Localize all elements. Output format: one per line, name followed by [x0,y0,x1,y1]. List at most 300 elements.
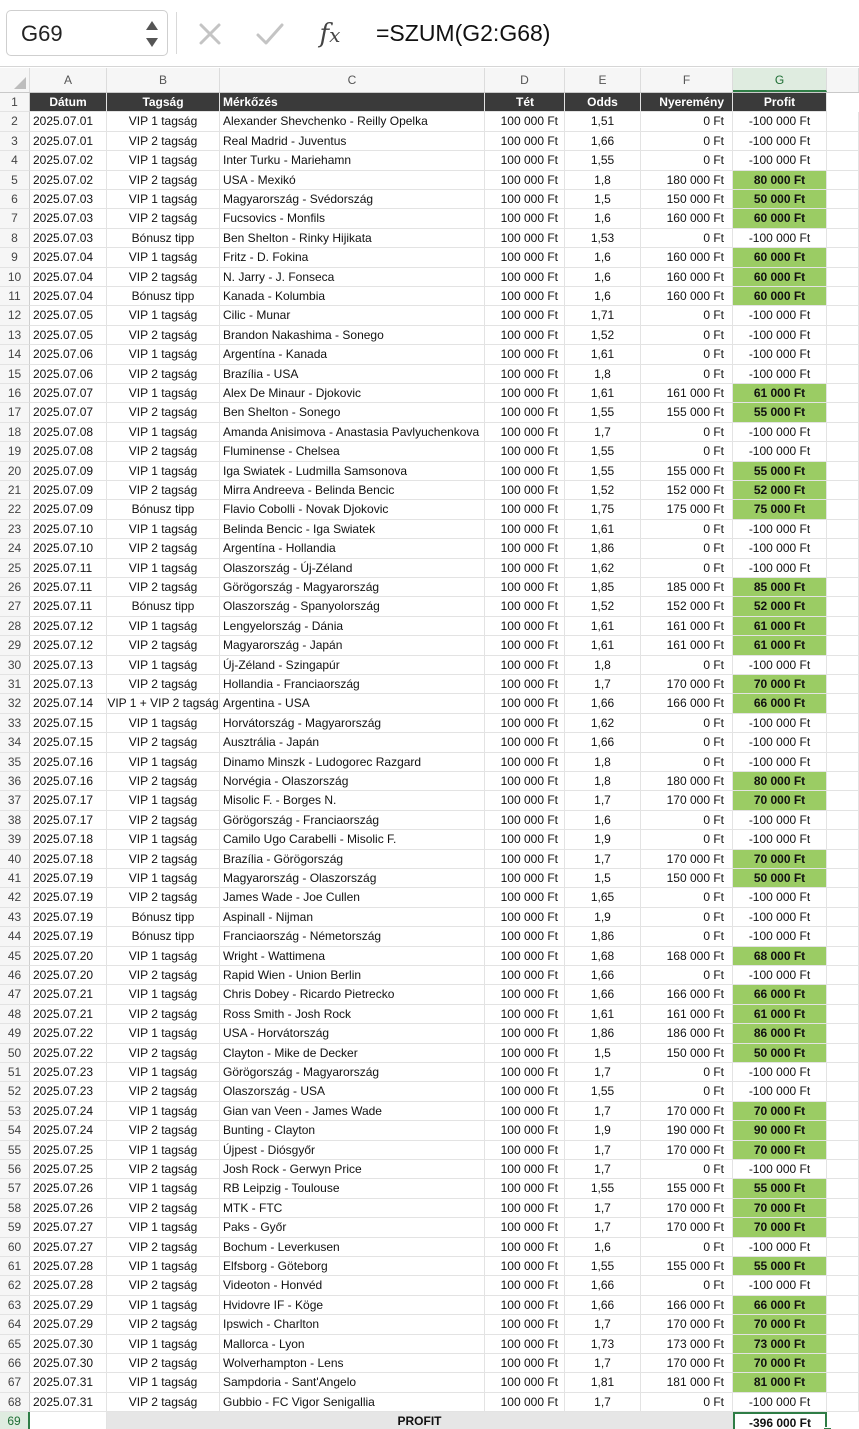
empty-cell[interactable] [827,1257,859,1276]
odds-cell[interactable]: 1,66 [565,733,641,752]
stake-cell[interactable]: 100 000 Ft [485,268,565,287]
date-cell[interactable]: 2025.07.10 [30,539,107,558]
odds-cell[interactable]: 1,6 [565,811,641,830]
stake-cell[interactable]: 100 000 Ft [485,1044,565,1063]
row-number[interactable]: 67 [0,1373,30,1392]
winnings-cell[interactable]: 155 000 Ft [641,462,733,481]
row-number[interactable]: 61 [0,1257,30,1276]
profit-cell[interactable]: 70 000 Ft [733,791,827,810]
stake-cell[interactable]: 100 000 Ft [485,190,565,209]
winnings-cell[interactable]: 0 Ft [641,1393,733,1412]
row-number[interactable]: 20 [0,462,30,481]
stake-cell[interactable]: 100 000 Ft [485,578,565,597]
winnings-cell[interactable]: 0 Ft [641,733,733,752]
winnings-cell[interactable]: 0 Ft [641,656,733,675]
empty-cell[interactable] [827,908,859,927]
match-cell[interactable]: Bochum - Leverkusen [220,1238,485,1257]
membership-cell[interactable]: Bónusz tipp [107,500,220,519]
odds-cell[interactable]: 1,7 [565,1199,641,1218]
odds-cell[interactable]: 1,55 [565,1082,641,1101]
empty-cell[interactable] [827,151,859,170]
date-cell[interactable]: 2025.07.09 [30,500,107,519]
row-number[interactable]: 36 [0,772,30,791]
row-number[interactable]: 62 [0,1276,30,1295]
odds-cell[interactable]: 1,61 [565,345,641,364]
date-cell[interactable]: 2025.07.23 [30,1063,107,1082]
date-cell[interactable]: 2025.07.03 [30,190,107,209]
profit-cell[interactable]: 55 000 Ft [733,403,827,422]
date-cell[interactable]: 2025.07.16 [30,753,107,772]
winnings-cell[interactable]: 185 000 Ft [641,578,733,597]
empty-cell[interactable] [827,481,859,500]
odds-cell[interactable]: 1,6 [565,1238,641,1257]
date-cell[interactable]: 2025.07.15 [30,733,107,752]
date-cell[interactable]: 2025.07.15 [30,714,107,733]
row-number[interactable]: 52 [0,1082,30,1101]
empty-cell[interactable] [827,403,859,422]
profit-cell[interactable]: 70 000 Ft [733,675,827,694]
empty-cell[interactable] [827,1044,859,1063]
row-number[interactable]: 50 [0,1044,30,1063]
profit-cell[interactable]: 70 000 Ft [733,1102,827,1121]
profit-cell[interactable]: 90 000 Ft [733,1121,827,1140]
stake-cell[interactable]: 100 000 Ft [485,1063,565,1082]
empty-cell[interactable] [827,636,859,655]
match-cell[interactable]: Rapid Wien - Union Berlin [220,966,485,985]
empty-cell[interactable] [827,112,859,131]
winnings-cell[interactable]: 160 000 Ft [641,268,733,287]
match-cell[interactable]: Sampdoria - Sant'Angelo [220,1373,485,1392]
empty-cell[interactable] [827,1276,859,1295]
membership-cell[interactable]: VIP 1 tagság [107,248,220,267]
row-number[interactable]: 26 [0,578,30,597]
profit-cell[interactable]: 55 000 Ft [733,1179,827,1198]
date-cell[interactable]: 2025.07.26 [30,1199,107,1218]
row-number[interactable]: 43 [0,908,30,927]
row-number[interactable]: 51 [0,1063,30,1082]
stake-cell[interactable]: 100 000 Ft [485,908,565,927]
odds-cell[interactable]: 1,61 [565,384,641,403]
cell-a[interactable] [30,1412,107,1429]
stake-cell[interactable]: 100 000 Ft [485,656,565,675]
profit-cell[interactable]: -100 000 Ft [733,1082,827,1101]
odds-cell[interactable]: 1,55 [565,462,641,481]
winnings-cell[interactable]: 0 Ft [641,132,733,151]
membership-cell[interactable]: VIP 2 tagság [107,675,220,694]
empty-cell[interactable] [827,966,859,985]
membership-cell[interactable]: VIP 2 tagság [107,772,220,791]
membership-cell[interactable]: VIP 1 tagság [107,830,220,849]
winnings-cell[interactable]: 160 000 Ft [641,248,733,267]
row-number[interactable]: 68 [0,1393,30,1412]
membership-cell[interactable]: VIP 1 tagság [107,1063,220,1082]
empty-cell[interactable] [827,791,859,810]
winnings-cell[interactable]: 0 Ft [641,966,733,985]
empty-cell[interactable] [827,888,859,907]
row-number[interactable]: 37 [0,791,30,810]
date-cell[interactable]: 2025.07.01 [30,112,107,131]
membership-cell[interactable]: VIP 2 tagság [107,1315,220,1334]
winnings-cell[interactable]: 0 Ft [641,714,733,733]
profit-cell[interactable]: -100 000 Ft [733,151,827,170]
match-cell[interactable]: Gubbio - FC Vigor Senigallia [220,1393,485,1412]
odds-cell[interactable]: 1,6 [565,268,641,287]
date-cell[interactable]: 2025.07.07 [30,403,107,422]
date-cell[interactable]: 2025.07.01 [30,132,107,151]
match-cell[interactable]: Új-Zéland - Szingapúr [220,656,485,675]
empty-cell[interactable] [827,1121,859,1140]
row-number[interactable]: 42 [0,888,30,907]
match-cell[interactable]: Wolverhampton - Lens [220,1354,485,1373]
date-cell[interactable]: 2025.07.26 [30,1179,107,1198]
match-cell[interactable]: Hvidovre IF - Köge [220,1296,485,1315]
empty-cell[interactable] [827,1005,859,1024]
odds-cell[interactable]: 1,7 [565,1315,641,1334]
membership-cell[interactable]: VIP 2 tagság [107,209,220,228]
profit-cell[interactable]: 60 000 Ft [733,248,827,267]
date-cell[interactable]: 2025.07.08 [30,442,107,461]
row-number[interactable]: 57 [0,1179,30,1198]
winnings-cell[interactable]: 0 Ft [641,927,733,946]
match-cell[interactable]: Argentína - Hollandia [220,539,485,558]
empty-cell[interactable] [827,306,859,325]
match-cell[interactable]: Argentína - Kanada [220,345,485,364]
stake-cell[interactable]: 100 000 Ft [485,1082,565,1101]
match-cell[interactable]: RB Leipzig - Toulouse [220,1179,485,1198]
membership-cell[interactable]: VIP 2 tagság [107,481,220,500]
empty-cell[interactable] [827,1354,859,1373]
membership-cell[interactable]: VIP 1 tagság [107,384,220,403]
odds-cell[interactable]: 1,71 [565,306,641,325]
membership-cell[interactable]: VIP 1 tagság [107,1102,220,1121]
stake-cell[interactable]: 100 000 Ft [485,112,565,131]
stake-cell[interactable]: 100 000 Ft [485,966,565,985]
match-cell[interactable]: Aspinall - Nijman [220,908,485,927]
match-cell[interactable]: Paks - Győr [220,1218,485,1237]
match-cell[interactable]: Videoton - Honvéd [220,1276,485,1295]
empty-cell[interactable] [827,1315,859,1334]
stake-cell[interactable]: 100 000 Ft [485,132,565,151]
stake-cell[interactable]: 100 000 Ft [485,985,565,1004]
profit-cell[interactable]: -100 000 Ft [733,908,827,927]
match-cell[interactable]: Chris Dobey - Ricardo Pietrecko [220,985,485,1004]
odds-cell[interactable]: 1,86 [565,927,641,946]
winnings-cell[interactable]: 170 000 Ft [641,1141,733,1160]
empty-cell[interactable] [827,520,859,539]
membership-cell[interactable]: VIP 2 tagság [107,733,220,752]
row-number[interactable]: 3 [0,132,30,151]
date-cell[interactable]: 2025.07.04 [30,248,107,267]
profit-cell[interactable]: -100 000 Ft [733,753,827,772]
profit-label-cell[interactable]: PROFIT [107,1412,733,1429]
empty-cell[interactable] [827,1199,859,1218]
empty-cell[interactable] [827,132,859,151]
row-number[interactable]: 54 [0,1121,30,1140]
row-number[interactable]: 59 [0,1218,30,1237]
stake-cell[interactable]: 100 000 Ft [485,1024,565,1043]
membership-cell[interactable]: VIP 1 tagság [107,1373,220,1392]
profit-cell[interactable]: 61 000 Ft [733,617,827,636]
membership-cell[interactable]: VIP 1 tagság [107,947,220,966]
odds-cell[interactable]: 1,81 [565,1373,641,1392]
winnings-cell[interactable]: 150 000 Ft [641,1044,733,1063]
date-cell[interactable]: 2025.07.16 [30,772,107,791]
profit-cell[interactable]: 66 000 Ft [733,985,827,1004]
membership-cell[interactable]: VIP 1 tagság [107,1218,220,1237]
total-profit-cell[interactable]: -396 000 Ft [733,1412,827,1429]
winnings-cell[interactable]: 170 000 Ft [641,1199,733,1218]
stake-cell[interactable]: 100 000 Ft [485,1315,565,1334]
odds-cell[interactable]: 1,86 [565,539,641,558]
match-cell[interactable]: Olaszország - Spanyolország [220,597,485,616]
profit-cell[interactable]: 61 000 Ft [733,384,827,403]
membership-cell[interactable]: VIP 2 tagság [107,578,220,597]
date-cell[interactable]: 2025.07.25 [30,1141,107,1160]
date-cell[interactable]: 2025.07.02 [30,151,107,170]
winnings-cell[interactable]: 0 Ft [641,811,733,830]
winnings-cell[interactable]: 0 Ft [641,306,733,325]
odds-cell[interactable]: 1,7 [565,791,641,810]
stake-cell[interactable]: 100 000 Ft [485,714,565,733]
row-number[interactable]: 9 [0,248,30,267]
membership-cell[interactable]: VIP 1 tagság [107,423,220,442]
winnings-cell[interactable]: 170 000 Ft [641,1354,733,1373]
match-cell[interactable]: Alexander Shevchenko - Reilly Opelka [220,112,485,131]
odds-cell[interactable]: 1,53 [565,229,641,248]
stake-cell[interactable]: 100 000 Ft [485,1199,565,1218]
odds-cell[interactable]: 1,7 [565,1102,641,1121]
odds-cell[interactable]: 1,75 [565,500,641,519]
winnings-cell[interactable]: 161 000 Ft [641,617,733,636]
stake-cell[interactable]: 100 000 Ft [485,694,565,713]
row-number[interactable]: 12 [0,306,30,325]
membership-cell[interactable]: VIP 1 tagság [107,1257,220,1276]
row-number[interactable]: 24 [0,539,30,558]
odds-cell[interactable]: 1,6 [565,287,641,306]
empty-cell[interactable] [827,772,859,791]
profit-cell[interactable]: 52 000 Ft [733,481,827,500]
profit-cell[interactable]: 80 000 Ft [733,772,827,791]
profit-cell[interactable]: 73 000 Ft [733,1335,827,1354]
membership-cell[interactable]: Bónusz tipp [107,908,220,927]
empty-cell[interactable] [827,1141,859,1160]
winnings-cell[interactable]: 0 Ft [641,908,733,927]
winnings-cell[interactable]: 152 000 Ft [641,597,733,616]
winnings-cell[interactable]: 0 Ft [641,559,733,578]
stake-cell[interactable]: 100 000 Ft [485,248,565,267]
match-cell[interactable]: Brazília - Görögország [220,850,485,869]
odds-cell[interactable]: 1,55 [565,1257,641,1276]
match-cell[interactable]: Flavio Cobolli - Novak Djokovic [220,500,485,519]
stake-cell[interactable]: 100 000 Ft [485,888,565,907]
row-number[interactable]: 64 [0,1315,30,1334]
empty-cell[interactable] [827,1296,859,1315]
odds-cell[interactable]: 1,5 [565,1044,641,1063]
odds-cell[interactable]: 1,9 [565,1121,641,1140]
winnings-cell[interactable]: 0 Ft [641,365,733,384]
row-number[interactable]: 34 [0,733,30,752]
date-cell[interactable]: 2025.07.12 [30,636,107,655]
odds-cell[interactable]: 1,66 [565,132,641,151]
date-cell[interactable]: 2025.07.30 [30,1354,107,1373]
stake-cell[interactable]: 100 000 Ft [485,520,565,539]
empty-cell[interactable] [827,830,859,849]
winnings-cell[interactable]: 155 000 Ft [641,1179,733,1198]
stake-cell[interactable]: 100 000 Ft [485,559,565,578]
winnings-cell[interactable]: 0 Ft [641,112,733,131]
stake-cell[interactable]: 100 000 Ft [485,326,565,345]
empty-cell[interactable] [827,539,859,558]
membership-cell[interactable]: VIP 1 tagság [107,617,220,636]
odds-cell[interactable]: 1,8 [565,656,641,675]
column-header-e[interactable]: E [565,68,641,92]
stake-cell[interactable]: 100 000 Ft [485,753,565,772]
date-cell[interactable]: 2025.07.08 [30,423,107,442]
empty-cell[interactable] [827,733,859,752]
date-cell[interactable]: 2025.07.27 [30,1218,107,1237]
winnings-cell[interactable]: 186 000 Ft [641,1024,733,1043]
winnings-cell[interactable]: 166 000 Ft [641,694,733,713]
odds-cell[interactable]: 1,7 [565,850,641,869]
winnings-cell[interactable]: 0 Ft [641,442,733,461]
membership-cell[interactable]: VIP 2 tagság [107,1276,220,1295]
match-cell[interactable]: Wright - Wattimena [220,947,485,966]
match-cell[interactable]: Alex De Minaur - Djokovic [220,384,485,403]
match-cell[interactable]: Amanda Anisimova - Anastasia Pavlyuchenkova [220,423,485,442]
match-cell[interactable]: Brazília - USA [220,365,485,384]
winnings-cell[interactable]: 0 Ft [641,1082,733,1101]
odds-cell[interactable]: 1,86 [565,1024,641,1043]
empty-cell[interactable] [827,927,859,946]
odds-cell[interactable]: 1,62 [565,714,641,733]
match-cell[interactable]: Görögország - Franciaország [220,811,485,830]
date-cell[interactable]: 2025.07.28 [30,1257,107,1276]
empty-cell[interactable] [827,268,859,287]
match-cell[interactable]: Ross Smith - Josh Rock [220,1005,485,1024]
odds-cell[interactable]: 1,55 [565,151,641,170]
stake-cell[interactable]: 100 000 Ft [485,1179,565,1198]
membership-cell[interactable]: VIP 2 tagság [107,1393,220,1412]
stake-cell[interactable]: 100 000 Ft [485,675,565,694]
match-cell[interactable]: Ausztrália - Japán [220,733,485,752]
formula-input[interactable]: =SZUM(G2:G68) [376,20,551,46]
date-cell[interactable]: 2025.07.13 [30,656,107,675]
stake-cell[interactable]: 100 000 Ft [485,1141,565,1160]
stake-cell[interactable]: 100 000 Ft [485,1335,565,1354]
row-number[interactable]: 30 [0,656,30,675]
empty-cell[interactable] [827,1179,859,1198]
winnings-cell[interactable]: 190 000 Ft [641,1121,733,1140]
row-number[interactable]: 58 [0,1199,30,1218]
row-number[interactable]: 32 [0,694,30,713]
row-number[interactable]: 69 [0,1412,30,1429]
date-cell[interactable]: 2025.07.21 [30,985,107,1004]
empty-cell[interactable] [827,1393,859,1412]
winnings-cell[interactable]: 180 000 Ft [641,171,733,190]
date-cell[interactable]: 2025.07.06 [30,365,107,384]
stake-cell[interactable]: 100 000 Ft [485,1393,565,1412]
date-cell[interactable]: 2025.07.27 [30,1238,107,1257]
profit-cell[interactable]: -100 000 Ft [733,423,827,442]
profit-cell[interactable]: -100 000 Ft [733,888,827,907]
winnings-cell[interactable]: 161 000 Ft [641,1005,733,1024]
profit-cell[interactable]: 66 000 Ft [733,1296,827,1315]
winnings-cell[interactable]: 170 000 Ft [641,850,733,869]
match-cell[interactable]: Josh Rock - Gerwyn Price [220,1160,485,1179]
date-cell[interactable]: 2025.07.29 [30,1296,107,1315]
profit-cell[interactable]: -100 000 Ft [733,830,827,849]
row-number[interactable]: 15 [0,365,30,384]
stake-cell[interactable]: 100 000 Ft [485,306,565,325]
profit-cell[interactable]: 61 000 Ft [733,636,827,655]
stepper-arrows-icon[interactable] [143,17,161,51]
match-cell[interactable]: Gian van Veen - James Wade [220,1102,485,1121]
date-cell[interactable]: 2025.07.09 [30,462,107,481]
membership-cell[interactable]: VIP 2 tagság [107,268,220,287]
stake-cell[interactable]: 100 000 Ft [485,869,565,888]
winnings-cell[interactable]: 0 Ft [641,753,733,772]
match-cell[interactable]: Lengyelország - Dánia [220,617,485,636]
winnings-cell[interactable]: 150 000 Ft [641,869,733,888]
stake-cell[interactable]: 100 000 Ft [485,850,565,869]
check-icon[interactable] [250,14,290,54]
stake-cell[interactable]: 100 000 Ft [485,772,565,791]
date-cell[interactable]: 2025.07.19 [30,908,107,927]
empty-cell[interactable] [827,190,859,209]
empty-cell[interactable] [827,287,859,306]
odds-cell[interactable]: 1,7 [565,423,641,442]
membership-cell[interactable]: VIP 2 tagság [107,1121,220,1140]
date-cell[interactable]: 2025.07.31 [30,1393,107,1412]
match-cell[interactable]: Belinda Bencic - Iga Swiatek [220,520,485,539]
stake-cell[interactable]: 100 000 Ft [485,423,565,442]
stake-cell[interactable]: 100 000 Ft [485,811,565,830]
profit-cell[interactable]: -100 000 Ft [733,229,827,248]
stake-cell[interactable]: 100 000 Ft [485,830,565,849]
profit-cell[interactable]: -100 000 Ft [733,1160,827,1179]
winnings-cell[interactable]: 0 Ft [641,229,733,248]
profit-cell[interactable]: 68 000 Ft [733,947,827,966]
membership-cell[interactable]: VIP 2 tagság [107,1082,220,1101]
profit-cell[interactable]: -100 000 Ft [733,966,827,985]
stake-cell[interactable]: 100 000 Ft [485,539,565,558]
winnings-cell[interactable]: 0 Ft [641,520,733,539]
empty-cell[interactable] [827,442,859,461]
empty-cell[interactable] [827,947,859,966]
empty-cell[interactable] [827,559,859,578]
profit-cell[interactable]: 61 000 Ft [733,1005,827,1024]
empty-cell[interactable] [827,597,859,616]
stake-cell[interactable]: 100 000 Ft [485,636,565,655]
match-cell[interactable]: Bunting - Clayton [220,1121,485,1140]
stake-cell[interactable]: 100 000 Ft [485,229,565,248]
odds-cell[interactable]: 1,61 [565,636,641,655]
winnings-cell[interactable]: 161 000 Ft [641,384,733,403]
empty-cell[interactable] [827,869,859,888]
date-cell[interactable]: 2025.07.07 [30,384,107,403]
date-cell[interactable]: 2025.07.31 [30,1373,107,1392]
membership-cell[interactable]: VIP 1 tagság [107,1179,220,1198]
name-box[interactable] [6,10,168,56]
row-number[interactable]: 45 [0,947,30,966]
winnings-cell[interactable]: 152 000 Ft [641,481,733,500]
match-cell[interactable]: Olaszország - USA [220,1082,485,1101]
profit-cell[interactable]: -100 000 Ft [733,714,827,733]
empty-cell[interactable] [827,985,859,1004]
winnings-cell[interactable]: 180 000 Ft [641,772,733,791]
match-cell[interactable]: Dinamo Minszk - Ludogorec Razgard [220,753,485,772]
profit-cell[interactable]: -100 000 Ft [733,539,827,558]
